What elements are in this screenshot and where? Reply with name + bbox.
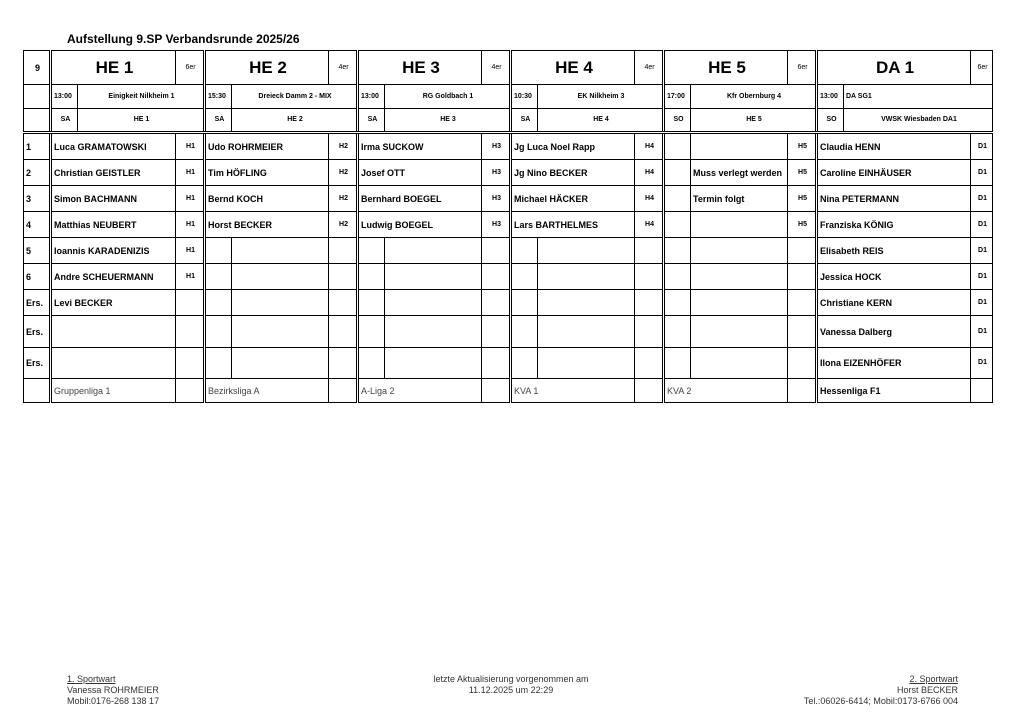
player-tag: D1 xyxy=(971,160,993,186)
match-opponent: Kfr Obernburg 4 xyxy=(691,85,817,109)
reserve-tag xyxy=(176,290,205,316)
match-time: 13:00 xyxy=(358,85,385,109)
league-name: A-Liga 2 xyxy=(358,379,482,403)
player-tag: H3 xyxy=(482,186,511,212)
player-name: Matthias NEUBERT xyxy=(51,212,176,238)
empty-cell xyxy=(691,290,788,316)
player-tag: D1 xyxy=(971,186,993,212)
player-tag: H2 xyxy=(329,186,358,212)
row-number: 5 xyxy=(24,238,51,264)
team-name: HE 1 xyxy=(51,51,176,85)
footer-left-name: Vanessa ROHRMEIER xyxy=(67,685,159,695)
player-name: Bernd KOCH xyxy=(205,186,329,212)
team-label: HE 2 xyxy=(232,109,358,133)
player-name: Irma SUCKOW xyxy=(358,133,482,160)
empty-cell xyxy=(482,290,511,316)
empty-cell xyxy=(538,290,635,316)
footer-left-role: 1. Sportwart xyxy=(67,674,116,684)
team-format: 6er xyxy=(971,51,993,85)
match-opponent: DA SG1 xyxy=(844,85,993,109)
empty-cell xyxy=(664,238,691,264)
empty-cell xyxy=(385,316,482,348)
reserve-row xyxy=(24,348,993,379)
player-tag: H4 xyxy=(635,133,664,160)
footer-update-label: letzte Aktualisierung vorgenommen am xyxy=(433,674,589,684)
player-tag: H2 xyxy=(329,133,358,160)
empty-cell xyxy=(635,264,664,290)
team-format: 4er xyxy=(482,51,511,85)
player-name: Nina PETERMANN xyxy=(817,186,971,212)
player-name: Christian GEISTLER xyxy=(51,160,176,186)
league-row xyxy=(24,379,993,403)
match-day-row xyxy=(24,109,993,133)
player-row xyxy=(24,133,993,160)
empty-cell xyxy=(385,238,482,264)
empty-cell xyxy=(788,379,817,403)
player-tag: H1 xyxy=(176,264,205,290)
player-name: Ioannis KARADENIZIS xyxy=(51,238,176,264)
player-tag: H1 xyxy=(176,160,205,186)
player-name: Bernhard BOEGEL xyxy=(358,186,482,212)
row-number: 2 xyxy=(24,160,51,186)
reserve-name: Ilona EIZENHÖFER xyxy=(817,348,971,379)
team-name: HE 2 xyxy=(205,51,329,85)
empty-cell xyxy=(205,290,232,316)
player-tag: H4 xyxy=(635,186,664,212)
empty-cell xyxy=(205,264,232,290)
empty-cell xyxy=(511,316,538,348)
team-format: 6er xyxy=(788,51,817,85)
player-tag: H2 xyxy=(329,212,358,238)
match-time: 15:30 xyxy=(205,85,232,109)
empty-cell xyxy=(482,316,511,348)
league-name: KVA 1 xyxy=(511,379,635,403)
player-tag: H5 xyxy=(788,212,817,238)
row-number: 4 xyxy=(24,212,51,238)
match-time: 13:00 xyxy=(817,85,844,109)
empty-cell xyxy=(24,109,51,133)
player-name: Udo ROHRMEIER xyxy=(205,133,329,160)
league-name: Hessenliga F1 xyxy=(817,379,971,403)
empty-cell xyxy=(329,238,358,264)
empty-cell xyxy=(664,133,691,160)
player-name: Horst BECKER xyxy=(205,212,329,238)
empty-cell xyxy=(511,290,538,316)
match-time: 13:00 xyxy=(51,85,78,109)
empty-cell xyxy=(358,290,385,316)
player-name: Josef OTT xyxy=(358,160,482,186)
match-opponent: RG Goldbach 1 xyxy=(385,85,511,109)
team-label: HE 4 xyxy=(538,109,664,133)
reserve-tag xyxy=(176,316,205,348)
player-name: Jg Luca Noel Rapp xyxy=(511,133,635,160)
empty-cell xyxy=(664,160,691,186)
empty-cell xyxy=(538,238,635,264)
reserve-name xyxy=(51,348,176,379)
empty-cell xyxy=(24,379,51,403)
player-row xyxy=(24,212,993,238)
player-tag: H3 xyxy=(482,160,511,186)
empty-cell xyxy=(176,379,205,403)
player-name: Michael HÄCKER xyxy=(511,186,635,212)
team-format: 4er xyxy=(329,51,358,85)
empty-cell xyxy=(232,348,329,379)
empty-cell xyxy=(788,264,817,290)
player-tag: H5 xyxy=(788,133,817,160)
empty-cell xyxy=(664,348,691,379)
empty-cell xyxy=(329,348,358,379)
empty-cell xyxy=(385,264,482,290)
empty-cell xyxy=(635,238,664,264)
player-name: Caroline EINHÄUSER xyxy=(817,160,971,186)
footer-center xyxy=(340,674,682,696)
team-label: VWSK Wiesbaden DA1 xyxy=(844,109,993,133)
team-name: DA 1 xyxy=(817,51,971,85)
empty-cell xyxy=(664,212,691,238)
row-number: 6 xyxy=(24,264,51,290)
empty-cell xyxy=(691,264,788,290)
player-tag: D1 xyxy=(971,238,993,264)
empty-cell xyxy=(482,264,511,290)
player-tag: H1 xyxy=(176,238,205,264)
player-name: Luca GRAMATOWSKI xyxy=(51,133,176,160)
empty-cell xyxy=(788,348,817,379)
empty-cell xyxy=(538,348,635,379)
footer-left xyxy=(67,674,159,707)
league-name: Bezirksliga A xyxy=(205,379,329,403)
player-name: Simon BACHMANN xyxy=(51,186,176,212)
player-tag: H1 xyxy=(176,133,205,160)
player-tag: H1 xyxy=(176,186,205,212)
player-tag: H4 xyxy=(635,212,664,238)
empty-cell xyxy=(482,379,511,403)
team-header-row xyxy=(24,51,993,85)
team-label: HE 3 xyxy=(385,109,511,133)
match-day: SA xyxy=(511,109,538,133)
empty-cell xyxy=(664,316,691,348)
empty-cell xyxy=(329,264,358,290)
reserve-tag: D1 xyxy=(971,316,993,348)
reserve-tag: D1 xyxy=(971,290,993,316)
reserve-label: Ers. xyxy=(24,290,51,316)
empty-cell xyxy=(635,348,664,379)
team-format: 6er xyxy=(176,51,205,85)
player-name: Tim HÖFLING xyxy=(205,160,329,186)
player-name: Claudia HENN xyxy=(817,133,971,160)
team-name: HE 4 xyxy=(511,51,635,85)
empty-cell xyxy=(24,85,51,109)
match-opponent: EK Nilkheim 3 xyxy=(538,85,664,109)
empty-cell xyxy=(482,238,511,264)
empty-cell xyxy=(482,348,511,379)
player-row xyxy=(24,264,993,290)
reserve-row xyxy=(24,290,993,316)
player-name: Elisabeth REIS xyxy=(817,238,971,264)
row-number: 3 xyxy=(24,186,51,212)
empty-cell xyxy=(511,238,538,264)
empty-cell xyxy=(232,238,329,264)
lineup-table xyxy=(23,50,993,403)
empty-cell xyxy=(385,290,482,316)
match-info-row xyxy=(24,85,993,109)
empty-cell xyxy=(788,316,817,348)
player-name: Jessica HOCK xyxy=(817,264,971,290)
row-number: 1 xyxy=(24,133,51,160)
empty-cell xyxy=(635,290,664,316)
player-note: Muss verlegt werden xyxy=(691,160,788,186)
empty-cell xyxy=(205,316,232,348)
empty-cell xyxy=(329,316,358,348)
team-label: HE 5 xyxy=(691,109,817,133)
match-opponent: Dreieck Damm 2 - MIX xyxy=(232,85,358,109)
empty-cell xyxy=(385,348,482,379)
player-tag: H3 xyxy=(482,133,511,160)
player-tag: H4 xyxy=(635,160,664,186)
match-day: SO xyxy=(664,109,691,133)
empty-cell xyxy=(635,379,664,403)
match-day: SA xyxy=(358,109,385,133)
empty-cell xyxy=(538,316,635,348)
match-day: SA xyxy=(51,109,78,133)
player-name: Jg Nino BECKER xyxy=(511,160,635,186)
empty-cell xyxy=(358,316,385,348)
player-tag: H1 xyxy=(176,212,205,238)
empty-cell xyxy=(664,290,691,316)
empty-cell xyxy=(329,379,358,403)
round-number: 9 xyxy=(24,51,51,85)
player-row xyxy=(24,160,993,186)
reserve-name xyxy=(51,316,176,348)
player-name: Ludwig BOEGEL xyxy=(358,212,482,238)
player-tag: D1 xyxy=(971,212,993,238)
footer-right-contact: Tel.:06026-6414; Mobil:0173-6766 004 xyxy=(803,696,958,706)
reserve-tag: D1 xyxy=(971,348,993,379)
reserve-name: Vanessa Dalberg xyxy=(817,316,971,348)
league-name: KVA 2 xyxy=(664,379,788,403)
match-time: 17:00 xyxy=(664,85,691,109)
footer-right xyxy=(804,674,958,707)
player-note: Termin folgt xyxy=(691,186,788,212)
footer-right-name: Horst BECKER xyxy=(896,685,958,695)
page-title: Aufstellung 9.SP Verbandsrunde 2025/26 xyxy=(67,32,300,46)
empty-cell xyxy=(788,238,817,264)
empty-cell xyxy=(691,238,788,264)
player-name: Franziska KÖNIG xyxy=(817,212,971,238)
player-name: Lars BARTHELMES xyxy=(511,212,635,238)
reserve-label: Ers. xyxy=(24,348,51,379)
match-day: SO xyxy=(817,109,844,133)
reserve-name: Levi BECKER xyxy=(51,290,176,316)
empty-cell xyxy=(205,238,232,264)
player-row xyxy=(24,186,993,212)
empty-cell xyxy=(691,316,788,348)
empty-cell xyxy=(511,348,538,379)
empty-cell xyxy=(232,264,329,290)
empty-cell xyxy=(358,264,385,290)
empty-cell xyxy=(205,348,232,379)
footer-right-role: 2. Sportwart xyxy=(909,674,958,684)
footer-update-date: 11.12.2025 um 22:29 xyxy=(468,685,554,695)
team-name: HE 5 xyxy=(664,51,788,85)
player-tag: D1 xyxy=(971,264,993,290)
player-tag: D1 xyxy=(971,133,993,160)
team-name: HE 3 xyxy=(358,51,482,85)
reserve-name: Christiane KERN xyxy=(817,290,971,316)
empty-cell xyxy=(664,186,691,212)
player-tag: H2 xyxy=(329,160,358,186)
empty-cell xyxy=(232,316,329,348)
player-tag: H5 xyxy=(788,160,817,186)
empty-cell xyxy=(329,290,358,316)
player-row xyxy=(24,238,993,264)
player-note xyxy=(691,212,788,238)
player-tag: H5 xyxy=(788,186,817,212)
match-opponent: Einigkeit Nilkheim 1 xyxy=(78,85,205,109)
empty-cell xyxy=(788,290,817,316)
player-name: Andre SCHEUERMANN xyxy=(51,264,176,290)
empty-cell xyxy=(511,264,538,290)
match-day: SA xyxy=(205,109,232,133)
empty-cell xyxy=(538,264,635,290)
match-time: 10:30 xyxy=(511,85,538,109)
reserve-label: Ers. xyxy=(24,316,51,348)
player-tag: H3 xyxy=(482,212,511,238)
team-label: HE 1 xyxy=(78,109,205,133)
empty-cell xyxy=(664,264,691,290)
empty-cell xyxy=(232,290,329,316)
reserve-row xyxy=(24,316,993,348)
empty-cell xyxy=(358,238,385,264)
league-name: Gruppenliga 1 xyxy=(51,379,176,403)
reserve-tag xyxy=(176,348,205,379)
footer-left-contact: Mobil:0176-268 138 17 xyxy=(67,696,160,706)
empty-cell xyxy=(691,348,788,379)
team-format: 4er xyxy=(635,51,664,85)
empty-cell xyxy=(358,348,385,379)
player-note xyxy=(691,133,788,160)
empty-cell xyxy=(635,316,664,348)
empty-cell xyxy=(971,379,993,403)
